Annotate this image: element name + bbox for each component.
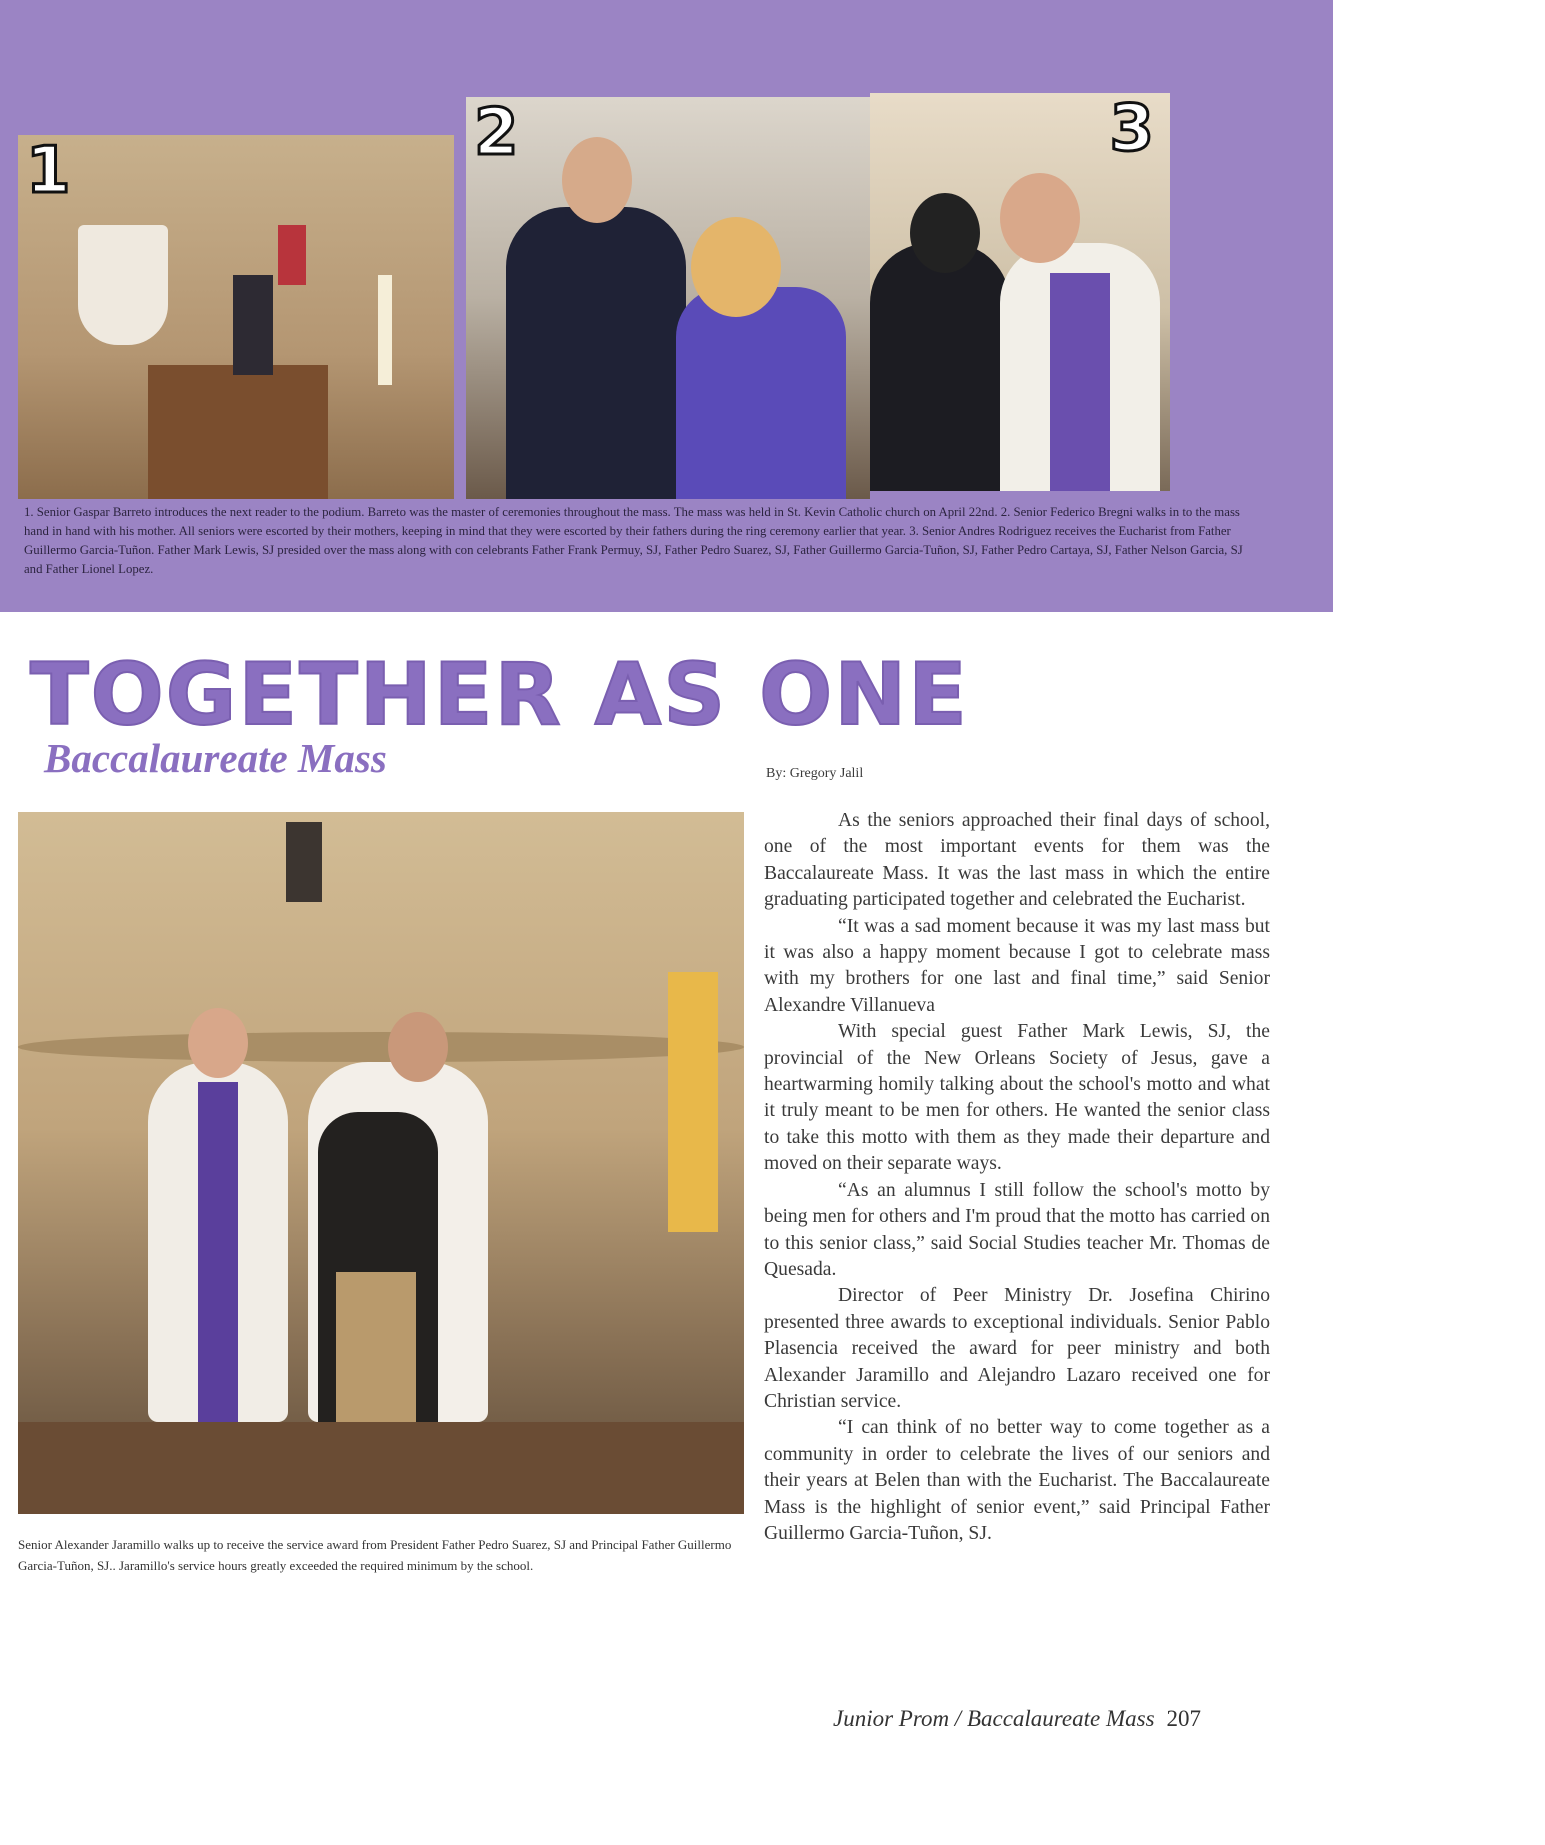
photo-number-2: 2	[474, 97, 519, 170]
article-paragraph: With special guest Father Mark Lewis, SJ, the provincial of the New Orleans Society of Jesus, gave a heartwarming homily talking about the school's motto and what it truly meant to be men for others. He wanted the senior class to take this motto with them as they made their departure and moved on their separate ways.	[764, 1021, 1270, 1175]
top-photos-caption: 1. Senior Gaspar Barreto introduces the next reader to the podium. Barreto was the master of ceremonies throughout the mass. The mass was held in St. Kevin Catholic church on April 22nd. 2. Senior Federico Bregni walks in to the mass hand in hand with his mother. All seniors were escorted by their mothers, keeping in mind that they were escorted by their fathers during the ring ceremony earlier that year. 3. Senior Andres Rodriguez receives the Eucharist from Father Guillermo Garcia-Tuñon. Father Mark Lewis, SJ presided over the mass along with con celebrants Father Frank Permuy, SJ, Father Pedro Suarez, SJ, Father Guillermo Garcia-Tuñon, SJ, Father Pedro Cartaya, SJ, Father Nelson Garcia, SJ and Father Lionel Lopez.	[24, 505, 1243, 576]
photo-eucharist	[870, 93, 1170, 491]
article-paragraph: “As an alumnus I still follow the school's motto by being men for others and I'm proud that the motto has carried on to this senior class,” said Social Studies teacher Mr. Thomas de Quesada.	[764, 1179, 1270, 1280]
photo-podium-reader	[18, 135, 454, 499]
page-number: 207	[1166, 1706, 1202, 1731]
article-paragraph: As the seniors approached their final days of school, one of the most important events for them was the Baccalaureate Mass. It was the last mass in which the entire graduating participated together and celebrated the Eucharist.	[764, 810, 1270, 911]
footer-section-title: Junior Prom / Baccalaureate Mass	[833, 1706, 1155, 1731]
article-paragraph: “I can think of no better way to come together as a community in order to celebrate the lives of our seniors and their years at Belen than with the Eucharist. The Baccalaureate Mass is the highlight of senior event,” said Principal Father Guillermo Garcia-Tuñon, SJ.	[764, 1417, 1270, 1544]
photo-number-3: 3	[1109, 93, 1154, 166]
page-footer	[833, 1706, 1201, 1732]
photo-service-award	[18, 812, 744, 1514]
byline: By: Gregory Jalil	[766, 766, 864, 781]
main-photo-caption: Senior Alexander Jaramillo walks up to receive the service award from President Father Pedro Suarez, SJ and Principal Father Guillermo Garcia-Tuñon, SJ.. Jaramillo's service hours greatly exceeded the required minimum by the school.	[18, 1537, 732, 1573]
photo-mother-son-walk	[466, 97, 870, 499]
page-title: TOGETHER AS ONE	[30, 645, 969, 745]
article-paragraph: “It was a sad moment because it was my last mass but it was also a happy moment because I got to celebrate mass with my brothers for one last and final time,” said Senior Alexandre Villanueva	[764, 915, 1270, 1016]
article-paragraph: Director of Peer Ministry Dr. Josefina Chirino presented three awards to exceptional individuals. Senior Pablo Plasencia received the award for peer ministry and both Alexander Jaramillo and Alejandro Lazaro received one for Christian service.	[764, 1285, 1270, 1412]
photo-number-1: 1	[26, 135, 71, 208]
article-body	[764, 808, 1270, 1547]
page-subtitle: Baccalaureate Mass	[44, 735, 387, 781]
